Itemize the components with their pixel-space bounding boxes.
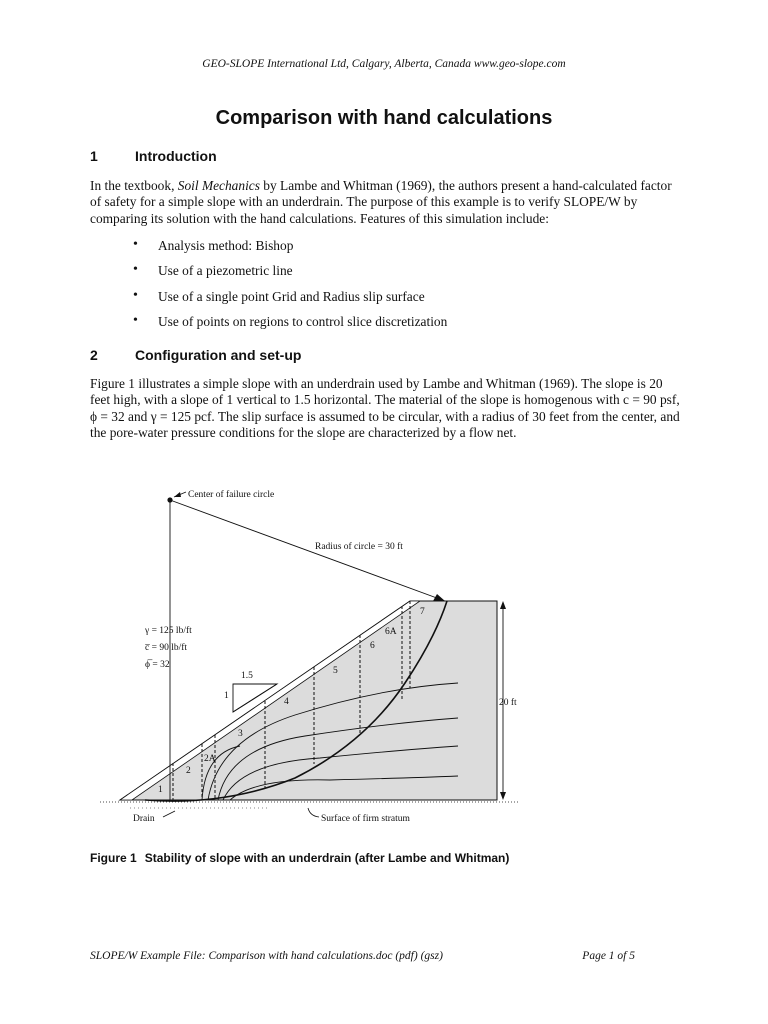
page-header: GEO-SLOPE International Ltd, Calgary, Alberta, Canada www.geo-slope.com xyxy=(202,58,566,70)
list-item: • Use of a single point Grid and Radius slip surface xyxy=(133,289,447,314)
slice-label: 7 xyxy=(420,607,425,617)
radius-label: Radius of circle = 30 ft xyxy=(315,542,403,552)
slice-label: 2A xyxy=(204,754,216,764)
book-title: Soil Mechanics xyxy=(177,178,260,193)
slope-figure xyxy=(90,478,530,840)
list-item: • Use of points on regions to control slice discretization xyxy=(133,314,447,339)
config-paragraph: Figure 1 illustrates a simple slope with an underdrain used by Lambe and Whitman (1969). The slope is 20 feet high, with a slope of 1 vertical to 1.5 horizontal. The material of the slope is homogenous with c = 90 psf, ϕ = 32 and γ = 125 pcf. The slip surface is assumed to be circular, with a radius of 30 feet from the center, and the pore-water pressure conditions for the slope are characterized by a flow net. xyxy=(90,376,680,441)
feature-list xyxy=(133,238,447,339)
section-title: Configuration and set-up xyxy=(135,347,302,363)
cohesion-label: c̅ = 90 lb/ft xyxy=(145,643,188,653)
list-item: • Use of a piezometric line xyxy=(133,263,447,288)
slice-label: 2 xyxy=(186,766,191,776)
figure-caption xyxy=(90,851,509,865)
intro-text-start: In the textbook, xyxy=(90,178,178,193)
gamma-label: γ = 125 lb/ft xyxy=(145,626,192,636)
footer-page-number: Page 1 of 5 xyxy=(582,950,635,962)
slice-label: 6 xyxy=(370,641,375,651)
list-item: • Analysis method: Bishop xyxy=(133,238,447,263)
page-title: Comparison with hand calculations xyxy=(215,107,553,129)
intro-text-rest: by Lambe and Whitman (1969), the authors present a hand-calculated factor of safety for a simple slope with an underdrain. The purpose of this example is to verify SLOPE/W by comparing its solution with the hand calculations. Features of this simulation include: xyxy=(90,178,672,226)
intro-paragraph xyxy=(90,178,680,227)
slice-label: 3 xyxy=(238,729,243,739)
drain-label: Drain xyxy=(133,814,155,824)
stratum-label: Surface of firm stratum xyxy=(321,814,410,824)
section-number: 2 xyxy=(90,347,98,363)
figure-caption-text: Stability of slope with an underdrain (after Lambe and Whitman) xyxy=(144,851,510,865)
slope-vertical-label: 1 xyxy=(224,691,229,701)
figure-number: Figure 1 xyxy=(90,851,137,865)
slope-horizontal-label: 1.5 xyxy=(241,671,253,681)
section-title: Introduction xyxy=(135,148,217,164)
page-footer xyxy=(90,950,635,962)
section-number: 1 xyxy=(90,148,98,164)
slice-label: 5 xyxy=(333,666,338,676)
section-heading-configuration xyxy=(90,347,301,363)
phi-label: ϕ̅ = 32 xyxy=(145,660,170,670)
height-label: 20 ft xyxy=(499,698,517,708)
section-heading-introduction xyxy=(90,148,217,164)
slice-label: 4 xyxy=(284,697,289,707)
slice-label: 6A xyxy=(385,627,397,637)
footer-file: SLOPE/W Example File: Comparison with hand calculations.doc (pdf) (gsz) xyxy=(90,950,443,962)
center-label: Center of failure circle xyxy=(188,490,275,500)
slice-label: 1 xyxy=(158,785,163,795)
